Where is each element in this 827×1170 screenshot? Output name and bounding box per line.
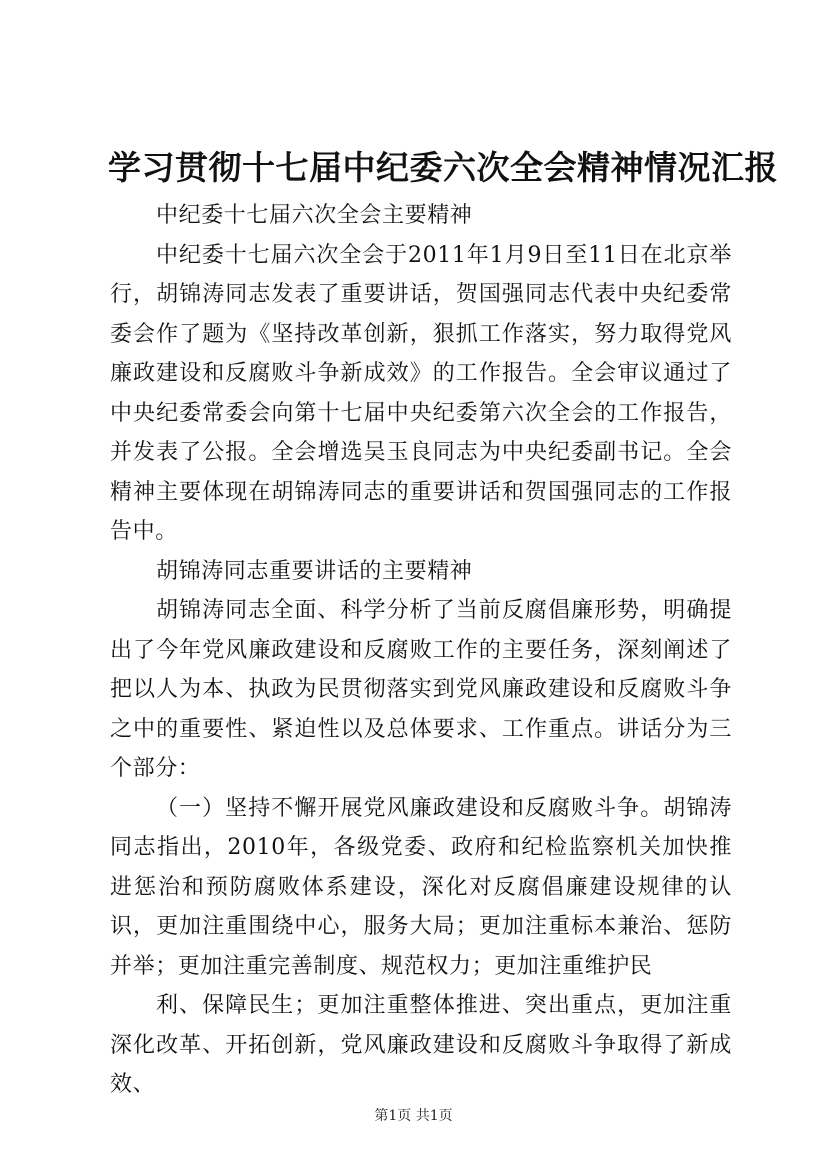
document-body xyxy=(110,196,732,1105)
paragraph-plenary-overview: 中纪委十七届六次全会于2011年1月9日至11日在北京举行，胡锦涛同志发表了重要讲话，贺国强同志代表中央纪委常委会作了题为《坚持改革创新，狠抓工作落实，努力取得党风廉政建设和反腐败斗争新成效》的工作报告。全会审议通过了中央纪委常委会向第十七届中央纪委第六次全会的工作报告，并发表了公报。全会增选吴玉良同志为中央纪委副书记。全会精神主要体现在胡锦涛同志的重要讲话和贺国强同志的工作报告中。 xyxy=(110,242,732,544)
section-heading-main-spirit: 中纪委十七届六次全会主要精神 xyxy=(156,203,473,228)
paragraph-part-one: （一）坚持不懈开展党风廉政建设和反腐败斗争。胡锦涛同志指出，2010年，各级党委、政府和纪检监察机关加快推进惩治和预防腐败体系建设，深化对反腐倡廉建设规律的认识，更加注重围绕中心，服务大局；更加注重标本兼治、惩防并举；更加注重完善制度、规范权力；更加注重维护民 xyxy=(110,795,732,979)
section-heading-speech-spirit: 胡锦涛同志重要讲话的主要精神 xyxy=(156,558,473,584)
document-title: 学习贯彻十七届中纪委六次全会精神情况汇报 xyxy=(108,148,778,187)
paragraph-continuation: 利、保障民生；更加注重整体推进、突出重点，更加注重深化改革、开拓创新，党风廉政建设和反腐败斗争取得了新成效、 xyxy=(110,993,732,1097)
page-footer: 第1页 共1页 xyxy=(374,1108,453,1124)
paragraph-speech-summary: 胡锦涛同志全面、科学分析了当前反腐倡廉形势，明确提出了今年党风廉政建设和反腐败工作的主要任务，深刻阐述了把以人为本、执政为民贯彻落实到党风廉政建设和反腐败斗争之中的重要性、紧迫性以及总体要求、工作重点。讲话分为三个部分： xyxy=(110,598,732,781)
